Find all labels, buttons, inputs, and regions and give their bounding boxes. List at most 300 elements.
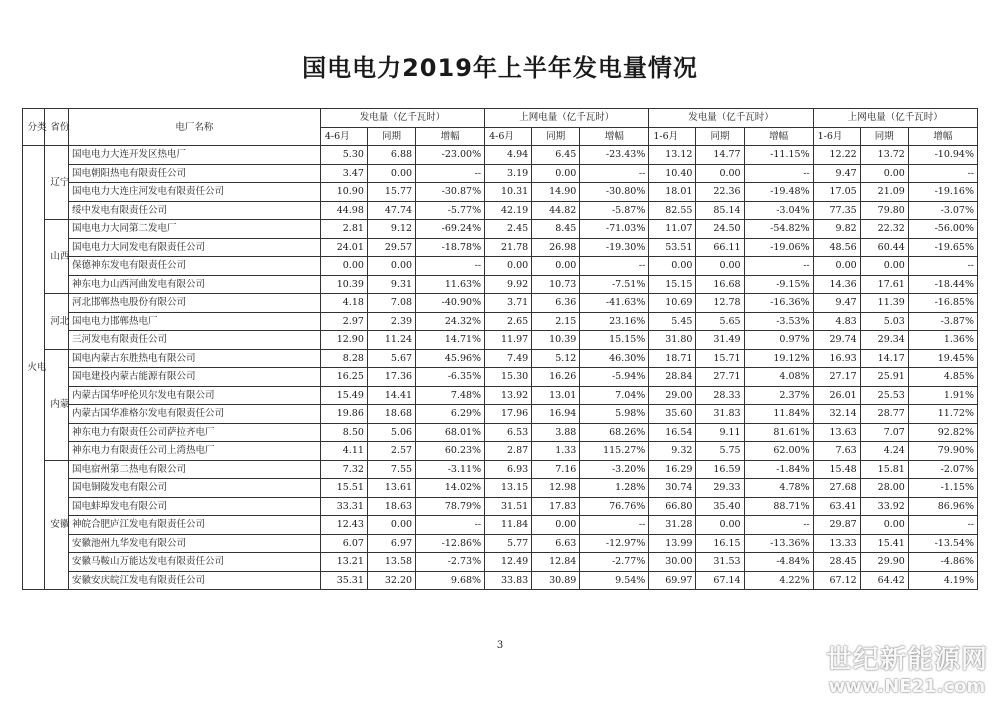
value-cell: 12.98 [532,479,580,498]
value-cell: 5.30 [320,146,367,165]
value-cell: 4.11 [320,442,367,461]
subheader-cell: 增幅 [580,127,649,146]
value-cell: 62.00% [744,442,813,461]
value-cell: 47.74 [367,201,415,220]
value-cell: 14.41 [367,386,415,405]
value-cell: -23.00% [416,146,485,165]
value-cell: 0.00 [860,164,908,183]
value-cell: 24.01 [320,238,367,257]
value-cell: 18.68 [367,405,415,424]
value-cell: 0.00 [696,257,744,276]
value-cell: 13.33 [813,534,860,553]
value-cell: -19.16% [908,183,977,202]
value-cell: -9.15% [744,275,813,294]
table-row [23,164,978,183]
value-cell: -30.80% [580,183,649,202]
value-cell: 25.53 [860,386,908,405]
plant-name-cell: 国电电力邯郸热电厂 [68,312,320,331]
subheader-cell: 同期 [532,127,580,146]
subheader-cell: 增幅 [908,127,977,146]
table-body [23,146,978,590]
value-cell: 23.16% [580,312,649,331]
value-cell: 92.82% [908,423,977,442]
value-cell: -10.94% [908,146,977,165]
value-cell: -6.35% [416,368,485,387]
value-cell: 10.73 [532,275,580,294]
value-cell: 10.39 [320,275,367,294]
value-cell: -3.87% [908,312,977,331]
value-cell: 9.54% [580,571,649,590]
plant-name-cell: 内蒙古国华呼伦贝尔发电有限公司 [68,386,320,405]
table-row [23,146,978,165]
value-cell: 7.49 [485,349,532,368]
subheader-cell: 同期 [696,127,744,146]
value-cell: 16.93 [813,349,860,368]
value-cell: 0.00 [860,516,908,535]
value-cell: 9.82 [813,220,860,239]
plant-name-cell: 保德神东发电有限责任公司 [68,257,320,276]
value-cell: -- [416,164,485,183]
value-cell: 30.00 [649,553,696,572]
value-cell: 0.00 [813,257,860,276]
table-row [23,386,978,405]
value-cell: 14.71% [416,331,485,350]
value-cell: 42.19 [485,201,532,220]
value-cell: 4.18 [320,294,367,313]
value-cell: -- [744,516,813,535]
value-cell: -3.53% [744,312,813,331]
value-cell: 1.91% [908,386,977,405]
value-cell: 33.83 [485,571,532,590]
value-cell: 30.89 [532,571,580,590]
header-plant-name: 电厂名称 [68,109,320,146]
value-cell: 12.22 [813,146,860,165]
value-cell: -11.15% [744,146,813,165]
value-cell: -5.94% [580,368,649,387]
value-cell: 7.63 [813,442,860,461]
value-cell: -18.78% [416,238,485,257]
value-cell: 14.90 [532,183,580,202]
value-cell: 35.40 [696,497,744,516]
value-cell: 31.28 [649,516,696,535]
province-cell: 辽宁 [44,146,68,220]
value-cell: 27.17 [813,368,860,387]
value-cell: 1.28% [580,479,649,498]
value-cell: 5.65 [696,312,744,331]
header-group-generation-q2: 发电量（亿千瓦时） [320,109,484,128]
value-cell: 31.83 [696,405,744,424]
value-cell: 18.01 [649,183,696,202]
value-cell: 6.88 [367,146,415,165]
value-cell: 0.97% [744,331,813,350]
subheader-cell: 同期 [860,127,908,146]
value-cell: 30.74 [649,479,696,498]
value-cell: 22.32 [860,220,908,239]
value-cell: 53.51 [649,238,696,257]
value-cell: 6.63 [532,534,580,553]
value-cell: 2.39 [367,312,415,331]
value-cell: -19.48% [744,183,813,202]
value-cell: 19.45% [908,349,977,368]
value-cell: 17.36 [367,368,415,387]
value-cell: 10.40 [649,164,696,183]
table-row [23,238,978,257]
header-group-generation-h1: 发电量（亿千瓦时） [649,109,813,128]
plant-name-cell: 国电铜陵发电有限公司 [68,479,320,498]
value-cell: -13.36% [744,534,813,553]
value-cell: 0.00 [367,257,415,276]
value-cell: 12.49 [485,553,532,572]
plant-name-cell: 国电蚌埠发电有限公司 [68,497,320,516]
value-cell: -5.87% [580,201,649,220]
value-cell: 0.00 [367,164,415,183]
value-cell: 4.83 [813,312,860,331]
value-cell: -- [908,164,977,183]
header-province: 省份 [44,109,68,146]
value-cell: 48.56 [813,238,860,257]
plant-name-cell: 绥中发电有限责任公司 [68,201,320,220]
value-cell: -19.65% [908,238,977,257]
value-cell: 19.12% [744,349,813,368]
value-cell: 11.07 [649,220,696,239]
value-cell: 5.67 [367,349,415,368]
table-row [23,183,978,202]
plant-name-cell: 三河发电有限责任公司 [68,331,320,350]
value-cell: 69.97 [649,571,696,590]
value-cell: 6.93 [485,460,532,479]
value-cell: 4.85% [908,368,977,387]
value-cell: -40.90% [416,294,485,313]
value-cell: 15.77 [367,183,415,202]
plant-name-cell: 安徽安庆皖江发电有限责任公司 [68,571,320,590]
value-cell: 28.33 [696,386,744,405]
value-cell: 77.35 [813,201,860,220]
value-cell: 2.57 [367,442,415,461]
value-cell: -5.77% [416,201,485,220]
value-cell: 4.19% [908,571,977,590]
value-cell: 8.50 [320,423,367,442]
value-cell: -7.51% [580,275,649,294]
value-cell: 18.71 [649,349,696,368]
value-cell: 21.09 [860,183,908,202]
province-cell: 河北 [44,294,68,350]
value-cell: 28.84 [649,368,696,387]
value-cell: 44.98 [320,201,367,220]
province-cell: 山西 [44,220,68,294]
table-row [23,571,978,590]
value-cell: -4.86% [908,553,977,572]
value-cell: 66.11 [696,238,744,257]
value-cell: 9.68% [416,571,485,590]
value-cell: 6.45 [532,146,580,165]
province-cell: 安徽 [44,460,68,590]
subheader-cell: 4-6月 [485,127,532,146]
value-cell: -- [416,516,485,535]
value-cell: 16.25 [320,368,367,387]
value-cell: 29.00 [649,386,696,405]
plant-name-cell: 国电内蒙古东胜热电有限公司 [68,349,320,368]
value-cell: 0.00 [532,516,580,535]
value-cell: 2.97 [320,312,367,331]
table-row [23,497,978,516]
value-cell: 79.80 [860,201,908,220]
value-cell: 0.00 [649,257,696,276]
value-cell: 13.15 [485,479,532,498]
value-cell: 26.01 [813,386,860,405]
table-row [23,331,978,350]
value-cell: 7.08 [367,294,415,313]
value-cell: 6.53 [485,423,532,442]
value-cell: 11.24 [367,331,415,350]
value-cell: 60.23% [416,442,485,461]
value-cell: 6.97 [367,534,415,553]
value-cell: 17.05 [813,183,860,202]
value-cell: 3.47 [320,164,367,183]
value-cell: -3.04% [744,201,813,220]
value-cell: 11.97 [485,331,532,350]
value-cell: 0.00 [696,164,744,183]
value-cell: 29.34 [860,331,908,350]
value-cell: 9.47 [813,164,860,183]
table-row [23,312,978,331]
value-cell: 28.45 [813,553,860,572]
table-row [23,275,978,294]
value-cell: 26.98 [532,238,580,257]
value-cell: 31.49 [696,331,744,350]
value-cell: 3.88 [532,423,580,442]
value-cell: -- [580,164,649,183]
value-cell: -3.11% [416,460,485,479]
value-cell: 10.31 [485,183,532,202]
value-cell: 22.36 [696,183,744,202]
value-cell: 35.31 [320,571,367,590]
value-cell: 13.99 [649,534,696,553]
subheader-cell: 4-6月 [320,127,367,146]
value-cell: -16.85% [908,294,977,313]
value-cell: 64.42 [860,571,908,590]
value-cell: 82.55 [649,201,696,220]
plant-name-cell: 安徽池州九华发电有限公司 [68,534,320,553]
value-cell: 0.00 [320,257,367,276]
value-cell: 5.12 [532,349,580,368]
plant-name-cell: 河北邯郸热电股份有限公司 [68,294,320,313]
value-cell: 85.14 [696,201,744,220]
value-cell: 33.92 [860,497,908,516]
value-cell: -- [744,257,813,276]
value-cell: 5.45 [649,312,696,331]
value-cell: 29.87 [813,516,860,535]
value-cell: 66.80 [649,497,696,516]
value-cell: 12.43 [320,516,367,535]
value-cell: 5.06 [367,423,415,442]
value-cell: 8.28 [320,349,367,368]
table-row [23,460,978,479]
value-cell: 24.50 [696,220,744,239]
value-cell: 76.76% [580,497,649,516]
value-cell: 2.65 [485,312,532,331]
value-cell: -- [908,516,977,535]
value-cell: 35.60 [649,405,696,424]
value-cell: 31.53 [696,553,744,572]
value-cell: 13.21 [320,553,367,572]
value-cell: 11.63% [416,275,485,294]
subheader-cell: 同期 [367,127,415,146]
value-cell: 14.02% [416,479,485,498]
value-cell: 13.61 [367,479,415,498]
table-row [23,220,978,239]
value-cell: 7.07 [860,423,908,442]
value-cell: 29.90 [860,553,908,572]
value-cell: 9.31 [367,275,415,294]
value-cell: -2.07% [908,460,977,479]
value-cell: -3.20% [580,460,649,479]
header-group-grid-q2: 上网电量（亿千瓦时） [485,109,649,128]
value-cell: 15.41 [860,534,908,553]
table-row [23,349,978,368]
value-cell: 21.78 [485,238,532,257]
value-cell: 24.32% [416,312,485,331]
table-row [23,516,978,535]
value-cell: 18.63 [367,497,415,516]
value-cell: 25.91 [860,368,908,387]
value-cell: 16.94 [532,405,580,424]
value-cell: 28.77 [860,405,908,424]
table-row [23,368,978,387]
plant-name-cell: 国电电力大同发电有限责任公司 [68,238,320,257]
header-group-grid-h1: 上网电量（亿千瓦时） [813,109,977,128]
value-cell: -41.63% [580,294,649,313]
value-cell: 2.45 [485,220,532,239]
value-cell: 81.61% [744,423,813,442]
value-cell: 33.31 [320,497,367,516]
value-cell: 17.96 [485,405,532,424]
value-cell: 15.15% [580,331,649,350]
value-cell: 19.86 [320,405,367,424]
value-cell: 10.69 [649,294,696,313]
value-cell: 67.12 [813,571,860,590]
value-cell: -69.24% [416,220,485,239]
value-cell: 16.54 [649,423,696,442]
value-cell: -- [908,257,977,276]
value-cell: 29.57 [367,238,415,257]
value-cell: 16.26 [532,368,580,387]
value-cell: -19.06% [744,238,813,257]
province-cell: 内蒙 [44,349,68,460]
value-cell: 7.16 [532,460,580,479]
value-cell: 9.92 [485,275,532,294]
value-cell: 27.71 [696,368,744,387]
table-row [23,534,978,553]
subheader-cell: 1-6月 [813,127,860,146]
value-cell: 12.90 [320,331,367,350]
value-cell: 60.44 [860,238,908,257]
table-row [23,423,978,442]
value-cell: 15.49 [320,386,367,405]
value-cell: 6.36 [532,294,580,313]
value-cell: -56.00% [908,220,977,239]
subheader-cell: 1-6月 [649,127,696,146]
page-title: 国电电力2019年上半年发电量情况 [302,54,698,82]
subheader-cell: 增幅 [416,127,485,146]
value-cell: 63.41 [813,497,860,516]
value-cell: -2.77% [580,553,649,572]
value-cell: 13.12 [649,146,696,165]
value-cell: -16.36% [744,294,813,313]
value-cell: 16.68 [696,275,744,294]
value-cell: 11.72% [908,405,977,424]
value-cell: -- [744,164,813,183]
value-cell: 9.32 [649,442,696,461]
value-cell: 78.79% [416,497,485,516]
value-cell: -23.43% [580,146,649,165]
value-cell: 9.47 [813,294,860,313]
value-cell: 1.33 [532,442,580,461]
value-cell: -1.84% [744,460,813,479]
value-cell: 16.59 [696,460,744,479]
value-cell: 10.39 [532,331,580,350]
value-cell: 27.68 [813,479,860,498]
value-cell: -13.54% [908,534,977,553]
header-category: 分类 [23,109,45,146]
value-cell: 15.48 [813,460,860,479]
value-cell: 9.12 [367,220,415,239]
value-cell: 32.14 [813,405,860,424]
value-cell: 32.20 [367,571,415,590]
value-cell: 8.45 [532,220,580,239]
value-cell: 5.03 [860,312,908,331]
value-cell: 86.96% [908,497,977,516]
value-cell: 28.00 [860,479,908,498]
plant-name-cell: 神东电力山西河曲发电有限公司 [68,275,320,294]
value-cell: 7.04% [580,386,649,405]
value-cell: 0.00 [367,516,415,535]
value-cell: 7.32 [320,460,367,479]
plant-name-cell: 安徽马鞍山万能达发电有限责任公司 [68,553,320,572]
table-row [23,442,978,461]
plant-name-cell: 神东电力有限责任公司萨拉齐电厂 [68,423,320,442]
value-cell: 16.29 [649,460,696,479]
value-cell: 11.84% [744,405,813,424]
value-cell: 4.24 [860,442,908,461]
table-row [23,257,978,276]
plant-name-cell: 国电电力大连开发区热电厂 [68,146,320,165]
value-cell: 4.22% [744,571,813,590]
table-row [23,553,978,572]
plant-name-cell: 国电宿州第二热电有限公司 [68,460,320,479]
value-cell: 31.80 [649,331,696,350]
value-cell: 10.90 [320,183,367,202]
value-cell: 1.36% [908,331,977,350]
value-cell: 15.71 [696,349,744,368]
value-cell: 15.51 [320,479,367,498]
plant-name-cell: 内蒙古国华准格尔发电有限责任公司 [68,405,320,424]
page-number: 3 [496,640,504,651]
value-cell: 3.19 [485,164,532,183]
value-cell: -- [580,516,649,535]
value-cell: 29.33 [696,479,744,498]
value-cell: 12.78 [696,294,744,313]
value-cell: -- [416,257,485,276]
value-cell: 11.84 [485,516,532,535]
value-cell: 0.00 [860,257,908,276]
value-cell: 0.00 [532,164,580,183]
value-cell: 5.75 [696,442,744,461]
value-cell: 14.77 [696,146,744,165]
value-cell: 13.92 [485,386,532,405]
value-cell: 15.15 [649,275,696,294]
value-cell: 4.78% [744,479,813,498]
value-cell: 6.29% [416,405,485,424]
